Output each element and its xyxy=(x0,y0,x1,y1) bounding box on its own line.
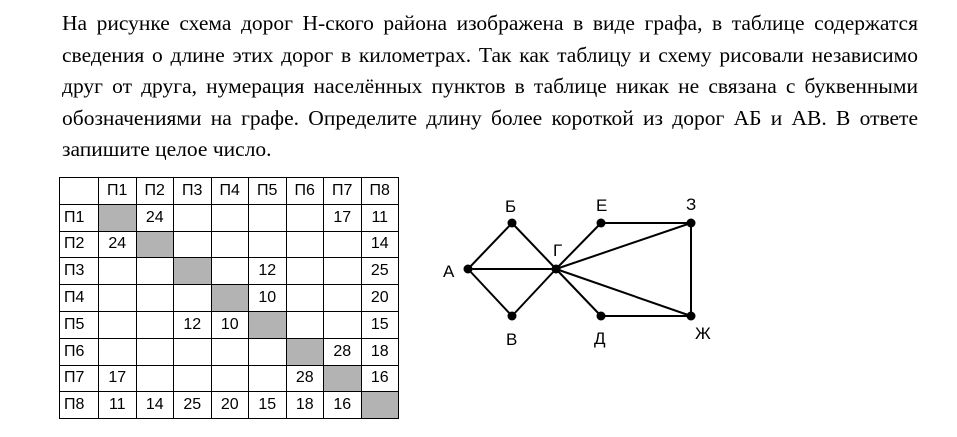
diagonal-cell xyxy=(324,365,362,392)
edge-g-zh xyxy=(556,269,691,316)
table-row xyxy=(60,392,399,419)
table-cell: 17 xyxy=(324,204,362,231)
edge-a-b xyxy=(468,223,512,269)
table-cell: 10 xyxy=(211,311,249,338)
row-header: П2 xyxy=(60,231,99,258)
table-cell xyxy=(211,365,249,392)
table-cell xyxy=(99,338,137,365)
table-cell xyxy=(174,338,212,365)
table-corner-cell xyxy=(60,178,99,205)
table-cell: 28 xyxy=(286,365,324,392)
node-d xyxy=(597,312,606,321)
column-header: П7 xyxy=(324,178,362,205)
table-cell: 10 xyxy=(249,285,287,312)
diagonal-cell xyxy=(286,338,324,365)
table-cell xyxy=(286,204,324,231)
table-cell: 12 xyxy=(174,311,212,338)
table-cell xyxy=(324,231,362,258)
table-cell xyxy=(286,285,324,312)
table-cell xyxy=(211,338,249,365)
table-cell: 25 xyxy=(174,392,212,419)
row-header: П5 xyxy=(60,311,99,338)
edge-b-g xyxy=(512,223,556,269)
table-cell xyxy=(249,231,287,258)
diagonal-cell xyxy=(99,204,137,231)
edge-a-v xyxy=(468,269,512,316)
table-cell: 20 xyxy=(211,392,249,419)
row-header: П4 xyxy=(60,285,99,312)
table-cell: 25 xyxy=(361,258,399,285)
edge-v-g xyxy=(512,269,556,316)
diagonal-cell xyxy=(361,392,399,419)
table-cell: 28 xyxy=(324,338,362,365)
table-cell xyxy=(211,204,249,231)
table-cell xyxy=(174,285,212,312)
table-cell: 14 xyxy=(361,231,399,258)
table-cell: 11 xyxy=(361,204,399,231)
diagonal-cell xyxy=(211,285,249,312)
diagonal-cell xyxy=(136,231,174,258)
column-header: П1 xyxy=(99,178,137,205)
table-cell xyxy=(324,311,362,338)
node-label-z: З xyxy=(686,195,697,214)
table-cell: 15 xyxy=(249,392,287,419)
node-label-v: В xyxy=(506,330,518,349)
table-cell xyxy=(136,365,174,392)
table-cell: 18 xyxy=(286,392,324,419)
table-cell xyxy=(211,231,249,258)
column-header: П6 xyxy=(286,178,324,205)
node-zh xyxy=(687,312,696,321)
road-graph xyxy=(430,185,730,355)
table-cell xyxy=(136,338,174,365)
table-cell: 16 xyxy=(324,392,362,419)
diagonal-cell xyxy=(249,311,287,338)
table-cell xyxy=(249,204,287,231)
table-cell: 17 xyxy=(99,365,137,392)
table-cell xyxy=(174,365,212,392)
table-row xyxy=(60,285,399,312)
graph-labels xyxy=(443,195,711,349)
diagonal-cell xyxy=(174,258,212,285)
column-header: П4 xyxy=(211,178,249,205)
column-header: П2 xyxy=(136,178,174,205)
table-cell xyxy=(136,311,174,338)
table-row xyxy=(60,338,399,365)
node-label-b: Б xyxy=(505,197,517,216)
table-cell: 14 xyxy=(136,392,174,419)
table-row xyxy=(60,311,399,338)
table-cell xyxy=(99,285,137,312)
column-header: П8 xyxy=(361,178,399,205)
table-cell xyxy=(324,285,362,312)
table-cell xyxy=(99,311,137,338)
node-label-e: Е xyxy=(596,196,608,215)
table-cell: 24 xyxy=(99,231,137,258)
table-cell: 18 xyxy=(361,338,399,365)
row-header: П1 xyxy=(60,204,99,231)
table-row xyxy=(60,258,399,285)
node-a xyxy=(464,265,473,274)
table-cell xyxy=(286,231,324,258)
table-cell xyxy=(136,258,174,285)
table-cell xyxy=(99,258,137,285)
graph-edges xyxy=(468,223,691,316)
row-header: П6 xyxy=(60,338,99,365)
table-cell xyxy=(324,258,362,285)
table-header-row xyxy=(60,178,399,205)
edge-g-z xyxy=(556,223,691,269)
table-cell xyxy=(174,204,212,231)
table-row xyxy=(60,365,399,392)
table-cell: 20 xyxy=(361,285,399,312)
table-cell xyxy=(249,365,287,392)
table-row xyxy=(60,204,399,231)
table-cell: 16 xyxy=(361,365,399,392)
table-cell: 15 xyxy=(361,311,399,338)
node-b xyxy=(508,219,517,228)
row-header: П7 xyxy=(60,365,99,392)
table-row xyxy=(60,231,399,258)
table-cell xyxy=(249,338,287,365)
distance-table xyxy=(59,177,399,419)
table-cell: 12 xyxy=(249,258,287,285)
node-label-zh: Ж xyxy=(695,324,711,343)
node-label-d: Д xyxy=(594,329,606,348)
table-cell xyxy=(286,258,324,285)
table-cell xyxy=(286,311,324,338)
row-header: П8 xyxy=(60,392,99,419)
table-cell xyxy=(136,285,174,312)
row-header: П3 xyxy=(60,258,99,285)
node-v xyxy=(508,312,517,321)
node-g xyxy=(552,265,561,274)
node-z xyxy=(687,219,696,228)
table-cell xyxy=(174,231,212,258)
node-label-a: А xyxy=(443,262,455,281)
node-label-g: Г xyxy=(553,241,563,260)
table-cell: 24 xyxy=(136,204,174,231)
problem-text: На рисунке схема дорог Н-ского района изображена в виде графа, в таблице содержатся сведения о длине этих дорог в километрах. Так как таблицу и схему рисовали независимо друг от друга, нумерация населённых пунктов в таблице никак не связана с буквенными обозначениями на графе. Определите длину более короткой из дорог АБ и АВ. В ответе запишите целое число. xyxy=(62,11,918,161)
table-cell: 11 xyxy=(99,392,137,419)
node-e xyxy=(597,219,606,228)
table-cell xyxy=(211,258,249,285)
column-header: П5 xyxy=(249,178,287,205)
column-header: П3 xyxy=(174,178,212,205)
